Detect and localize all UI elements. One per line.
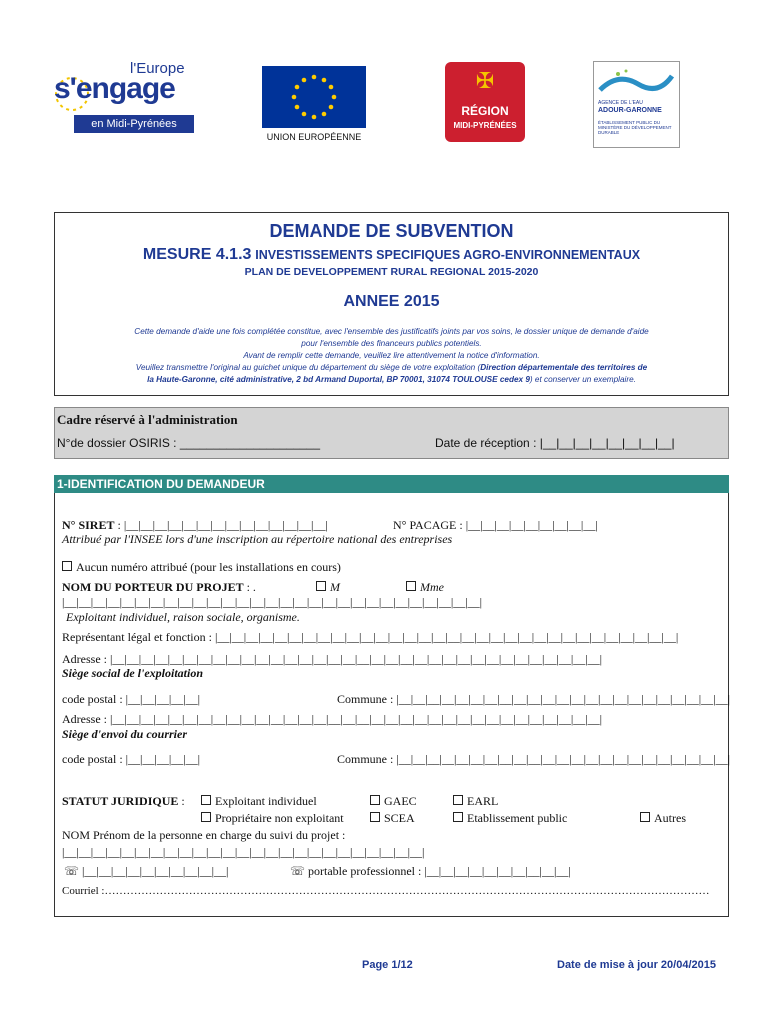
note-line-2: pour l'ensemble des financeurs publics potentiels. xyxy=(301,339,482,348)
suivi-label: NOM Prénom de la personne en charge du suivi du projet : xyxy=(62,828,346,842)
statut-proprietaire-option[interactable]: Propriétaire non exploitant xyxy=(201,811,344,826)
siege-courrier-label: Siège d'envoi du courrier xyxy=(62,727,187,741)
statut-scea-option[interactable]: SCEA xyxy=(370,811,415,826)
phone-field[interactable]: ☏ |__|__|__|__|__|__|__|__|__|__| xyxy=(64,864,229,878)
pacage-field[interactable]: N° PACAGE : |__|__|__|__|__|__|__|__|__| xyxy=(393,518,598,532)
admin-title: Cadre réservé à l'administration xyxy=(57,412,238,427)
update-date: Date de mise à jour 20/04/2015 xyxy=(557,959,716,971)
civility-mme-option[interactable]: Mme xyxy=(406,580,444,595)
siret-field[interactable]: N° SIRET : |__|__|__|__|__|__|__|__|__|__|__|__|__|__| xyxy=(62,518,328,532)
courriel-field[interactable]: Courriel :………………………………………………………………………………………………………………………………………………… xyxy=(62,885,710,897)
measure-line: MESURE 4.1.3 INVESTISSEMENTS SPECIFIQUES AGRO-ENVIRONNEMENTAUX xyxy=(142,246,641,263)
occitan-cross-icon: ✠ xyxy=(475,68,495,93)
admin-reserved-box xyxy=(54,407,729,459)
reception-date-field[interactable]: Date de réception : |__|__|__|__|__|__|__|__| xyxy=(435,436,675,450)
portable-field[interactable]: ☏ portable professionnel : |__|__|__|__|__|__|__|__|__|__| xyxy=(290,864,571,878)
note-line-1: Cette demande d'aide une fois complétée constitue, avec l'ensemble des justificatifs joints par vos soins, le dossier unique de demande d'aide xyxy=(134,327,649,336)
checkbox-icon[interactable] xyxy=(370,812,380,822)
checkbox-icon[interactable] xyxy=(201,795,211,805)
code-postal-courrier-field[interactable]: code postal : |__|__|__|__|__| xyxy=(62,752,201,766)
adresse-courrier-field[interactable]: Adresse : |__|__|__|__|__|__|__|__|__|__|__|__|__|__|__|__|__|__|__|__|__|__|__|__|__|__|__|__|__|__|__|__|__|__| xyxy=(62,712,603,726)
checkbox-icon[interactable] xyxy=(453,795,463,805)
note-line-4: Veuillez transmettre l'original au guichet unique du département du siège de votre exploitation (Direction départementale des territoires de xyxy=(135,363,648,372)
osiris-dossier-field[interactable]: N°de dossier OSIRIS : _____________________ xyxy=(57,436,320,450)
region-midi-pyrenees-logo: ✠ RÉGION MIDI-PYRÉNÉES xyxy=(445,62,525,142)
note-line-3: Avant de remplir cette demande, veuillez lire attentivement la notice d'information. xyxy=(243,351,540,360)
statut-exploitant-option[interactable]: Exploitant individuel xyxy=(201,794,317,809)
note-line-5: la Haute-Garonne, cité administrative, 2 bd Armand Duportal, BP 70001, 31074 TOULOUSE cedex 9) et conserver un exemplaire. xyxy=(147,375,636,384)
agence-adour-garonne-logo: AGENCE DE L'EAU ADOUR-GARONNE ÉTABLISSEMENT PUBLIC DU MINISTÈRE DU DÉVELOPPEMENT DURABLE xyxy=(593,61,680,148)
phone-icon: ☏ xyxy=(64,864,80,878)
statut-juridique-label: STATUT JURIDIQUE : xyxy=(62,794,185,808)
checkbox-icon[interactable] xyxy=(316,581,326,591)
header-box xyxy=(54,212,729,396)
eu-flag-logo: UNION EUROPÉENNE xyxy=(262,66,367,146)
nom-porteur-field[interactable]: |__|__|__|__|__|__|__|__|__|__|__|__|__|__|__|__|__|__|__|__|__|__|__|__|__|__|__|__|__| xyxy=(62,595,483,609)
statut-earl-option[interactable]: EARL xyxy=(453,794,498,809)
statut-autres-option[interactable]: Autres xyxy=(640,811,686,826)
statut-etablissement-option[interactable]: Etablissement public xyxy=(453,811,567,826)
plan-line: PLAN DE DEVELOPPEMENT RURAL REGIONAL 2015-2020 xyxy=(244,266,539,278)
civility-m-option[interactable]: M xyxy=(316,580,340,595)
adresse-siege-field[interactable]: Adresse : |__|__|__|__|__|__|__|__|__|__|__|__|__|__|__|__|__|__|__|__|__|__|__|__|__|__|__|__|__|__|__|__|__|__| xyxy=(62,652,603,666)
checkbox-icon[interactable] xyxy=(370,795,380,805)
siege-social-label: Siège social de l'exploitation xyxy=(62,666,203,680)
commune-courrier-field[interactable]: Commune : |__|__|__|__|__|__|__|__|__|__|__|__|__|__|__|__|__|__|__|__|__|__|__| xyxy=(337,752,730,766)
checkbox-icon[interactable] xyxy=(453,812,463,822)
checkbox-icon[interactable] xyxy=(201,812,211,822)
page-number: Page 1/12 xyxy=(362,959,413,971)
eu-flag-icon xyxy=(262,66,366,128)
year-title: ANNEE 2015 xyxy=(343,293,440,310)
suivi-field[interactable]: |__|__|__|__|__|__|__|__|__|__|__|__|__|__|__|__|__|__|__|__|__|__|__|__|__| xyxy=(62,845,425,859)
phone-icon: ☏ xyxy=(290,864,306,878)
document-title: DEMANDE DE SUBVENTION xyxy=(269,221,514,241)
europe-sengage-logo: l'Europe s'engage en Midi-Pyrénées xyxy=(50,58,200,138)
commune-siege-field[interactable]: Commune : |__|__|__|__|__|__|__|__|__|__|__|__|__|__|__|__|__|__|__|__|__|__|__| xyxy=(337,692,730,706)
checkbox-icon[interactable] xyxy=(640,812,650,822)
statut-gaec-option[interactable]: GAEC xyxy=(370,794,417,809)
section-identification-title: 1-IDENTIFICATION DU DEMANDEUR xyxy=(54,475,729,493)
checkbox-icon[interactable] xyxy=(62,561,72,571)
nom-porteur-label: NOM DU PORTEUR DU PROJET : . xyxy=(62,580,256,594)
water-wave-icon xyxy=(598,66,674,98)
nom-porteur-note: Exploitant individuel, raison sociale, organisme. xyxy=(66,610,300,624)
representant-field[interactable]: Représentant légal et fonction : |__|__|__|__|__|__|__|__|__|__|__|__|__|__|__|__|__|__|__|__|__|__|__|__|__|__|__|__|__|__|__|__| xyxy=(62,630,679,644)
siret-note: Attribué par l'INSEE lors d'une inscription au répertoire national des entreprises xyxy=(62,532,453,546)
checkbox-icon[interactable] xyxy=(406,581,416,591)
no-number-option[interactable]: Aucun numéro attribué (pour les installations en cours) xyxy=(62,560,341,575)
code-postal-siege-field[interactable]: code postal : |__|__|__|__|__| xyxy=(62,692,201,706)
